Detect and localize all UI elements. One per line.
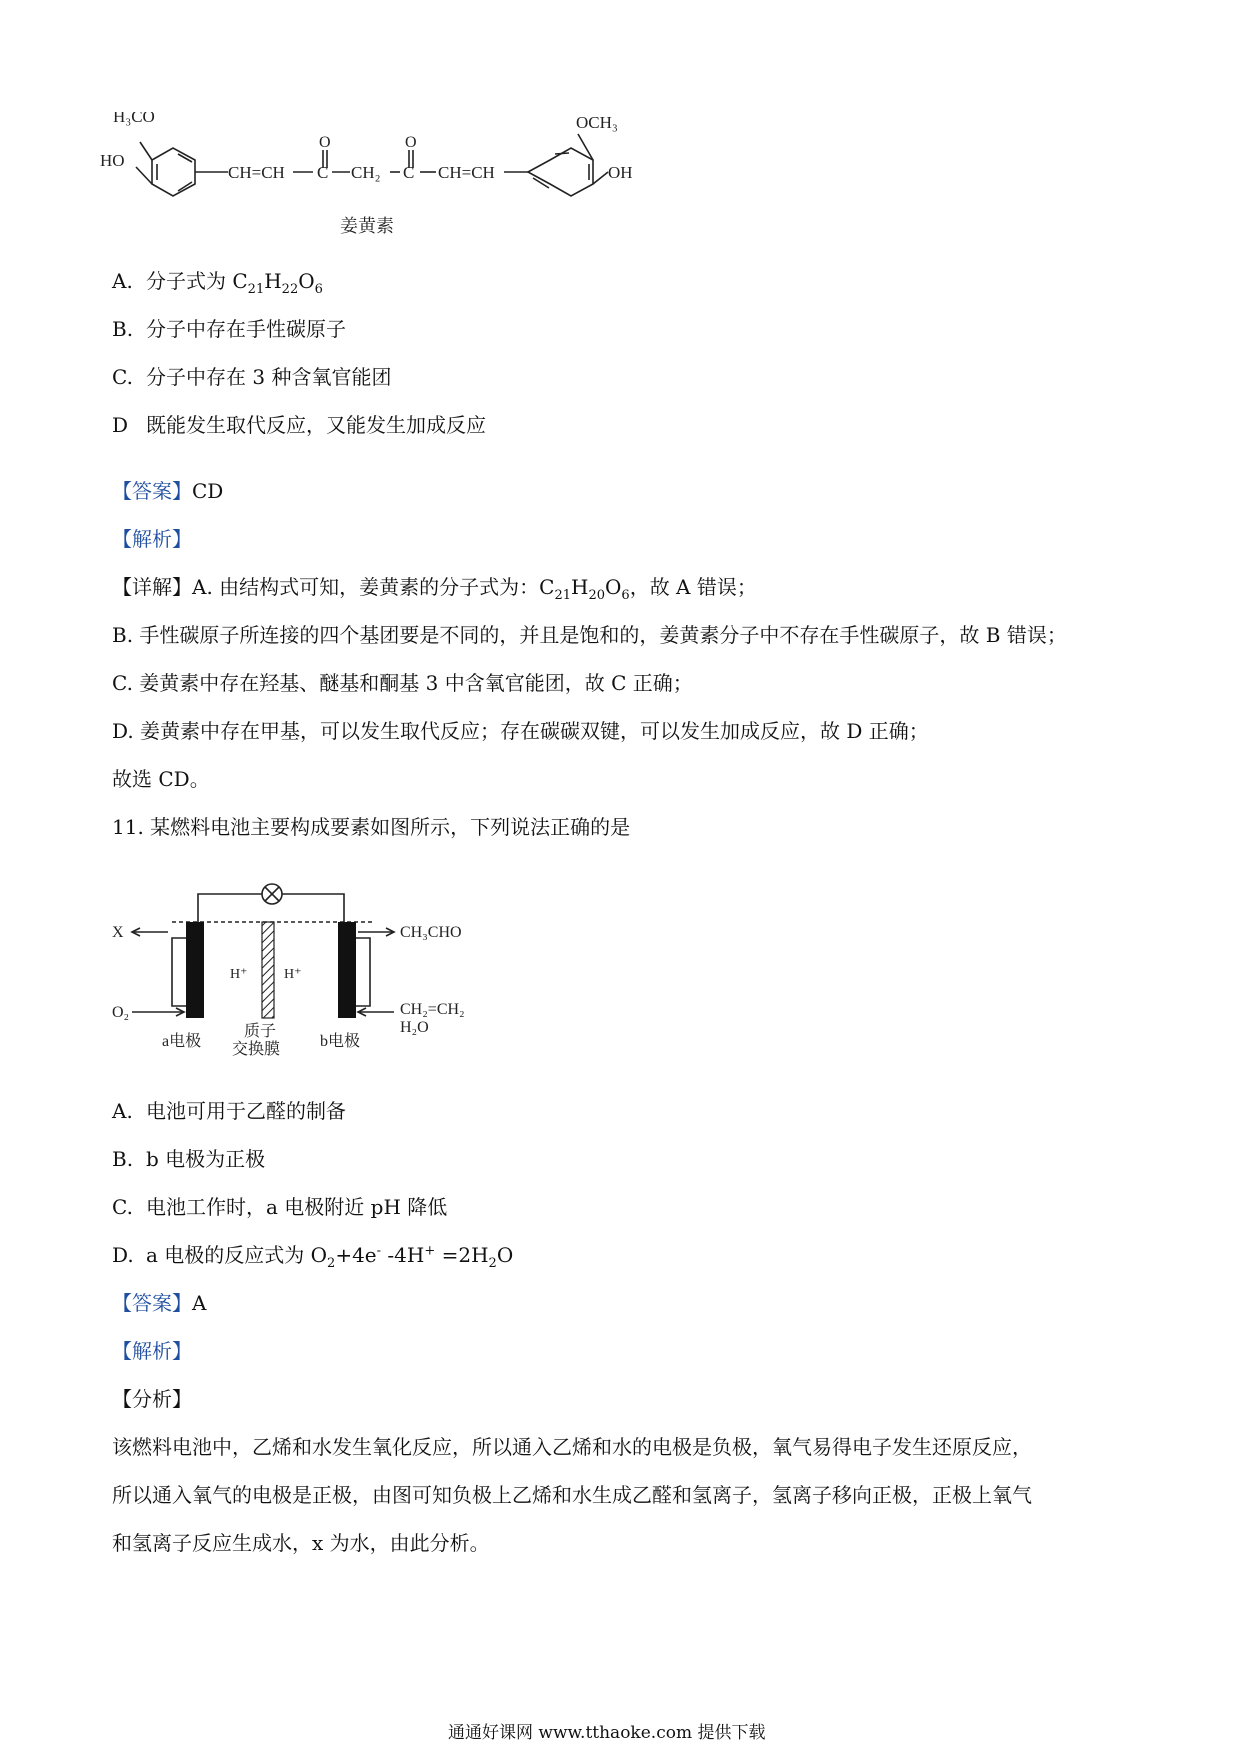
q10-detail-b: B. 手性碳原子所连接的四个基团要是不同的，并且是饱和的，姜黄素分子中不存在手性碳原子，故 B 错误； xyxy=(112,623,1067,647)
vinyl-left: CH=CH xyxy=(228,163,285,182)
q10-answer xyxy=(112,478,223,504)
q10-conclusion: 故选 CD。 xyxy=(112,767,210,791)
q11-paragraph-1: 该燃料电池中，乙烯和水发生氧化反应，所以通入乙烯和水的电极是负极，氧气易得电子发生还原反应， xyxy=(112,1435,1032,1459)
curcumin-label: 姜黄素 xyxy=(340,216,394,236)
label-electrode-a: a电极 xyxy=(162,1033,202,1050)
label-membrane-2: 交换膜 xyxy=(232,1041,281,1058)
left-benzene-ring xyxy=(152,148,195,196)
label-electrode-b: b电极 xyxy=(320,1033,361,1050)
q11-option-d: D. a 电极的反应式为 $O_2+4e^-$ $-4H^+ =2H_2O$ xyxy=(112,1243,514,1271)
q10-option-d: D 既能发生取代反应，又能发生加成反应 xyxy=(112,413,486,437)
methoxy-right: OCH₃ xyxy=(576,113,618,132)
answer-value: A xyxy=(192,1291,207,1315)
answer-tag: 【答案】 xyxy=(112,1291,192,1315)
q10-option-a: A. 分子式为 $C_{21}H_{22}O_6$ xyxy=(112,269,323,297)
q11-answer xyxy=(112,1290,206,1316)
q11-analysis-tag: 【解析】 xyxy=(112,1339,192,1363)
q10-detail-a: 【详解】A. 由结构式可知，姜黄素的分子式为：$C_{21}H_{20}O_6$，故 A 错误； xyxy=(112,575,757,603)
label-membrane-1: 质子 xyxy=(244,1023,277,1040)
label-ethylene: CH₂=CH₂ xyxy=(400,1001,465,1018)
curcumin-structure xyxy=(100,112,720,252)
q11-paragraph-2: 所以通入氧气的电极是正极，由图可知负极上乙烯和水生成乙醛和氢离子，氢离子移向正极，正极上氧气 xyxy=(112,1483,1032,1507)
label-water: H₂O xyxy=(400,1019,429,1036)
q11-option-c: C. 电池工作时，a 电极附近 pH 降低 xyxy=(112,1195,448,1219)
label-h-plus-right: H⁺ xyxy=(284,967,302,982)
label-h-plus-left: H⁺ xyxy=(230,967,248,982)
q10-detail-d: D. 姜黄素中存在甲基，可以发生取代反应；存在碳碳双键，可以发生加成反应，故 D 正确； xyxy=(112,719,929,743)
q10-option-b: B. 分子中存在手性碳原子 xyxy=(112,317,346,341)
carbonyl-c-right: C xyxy=(403,163,415,182)
right-benzene-ring xyxy=(528,148,593,196)
label-o2: O₂ xyxy=(112,1004,130,1021)
label-ch3cho: CH₃CHO xyxy=(400,924,462,941)
carbonyl-c-left: C xyxy=(317,163,329,182)
label-x: X xyxy=(112,924,124,941)
answer-tag: 【答案】 xyxy=(112,479,192,503)
proton-exchange-membrane xyxy=(262,922,274,1018)
methoxy-left: H₃CO xyxy=(113,112,155,126)
q11-paragraph-3: 和氢离子反应生成水，x 为水，由此分析。 xyxy=(112,1531,490,1555)
fuel-cell-diagram xyxy=(112,880,492,1060)
hydroxyl-left: HO xyxy=(100,151,125,170)
q11-stem: 11. 某燃料电池主要构成要素如图所示，下列说法正确的是 xyxy=(112,815,631,839)
q11-option-a: A. 电池可用于乙醛的制备 xyxy=(112,1099,346,1123)
q11-fenxi-tag: 【分析】 xyxy=(112,1387,192,1411)
q10-option-c: C. 分子中存在 3 种含氧官能团 xyxy=(112,365,392,389)
q10-analysis-tag: 【解析】 xyxy=(112,527,192,551)
answer-value: CD xyxy=(192,479,224,503)
electrode-a xyxy=(186,922,204,1018)
electrode-b xyxy=(338,922,356,1018)
carbonyl-o-right: O xyxy=(405,134,417,151)
hydroxyl-right: OH xyxy=(608,163,633,182)
footer-watermark: 通通好课网 www.tthaoke.com 提供下载 xyxy=(448,1723,766,1743)
q10-detail-c: C. 姜黄素中存在羟基、醚基和酮基 3 中含氧官能团，故 C 正确； xyxy=(112,671,693,695)
methylene: CH₂ xyxy=(351,163,381,182)
carbonyl-o-left: O xyxy=(319,134,331,151)
q11-option-b: B. b 电极为正极 xyxy=(112,1147,266,1171)
vinyl-right: CH=CH xyxy=(438,163,495,182)
